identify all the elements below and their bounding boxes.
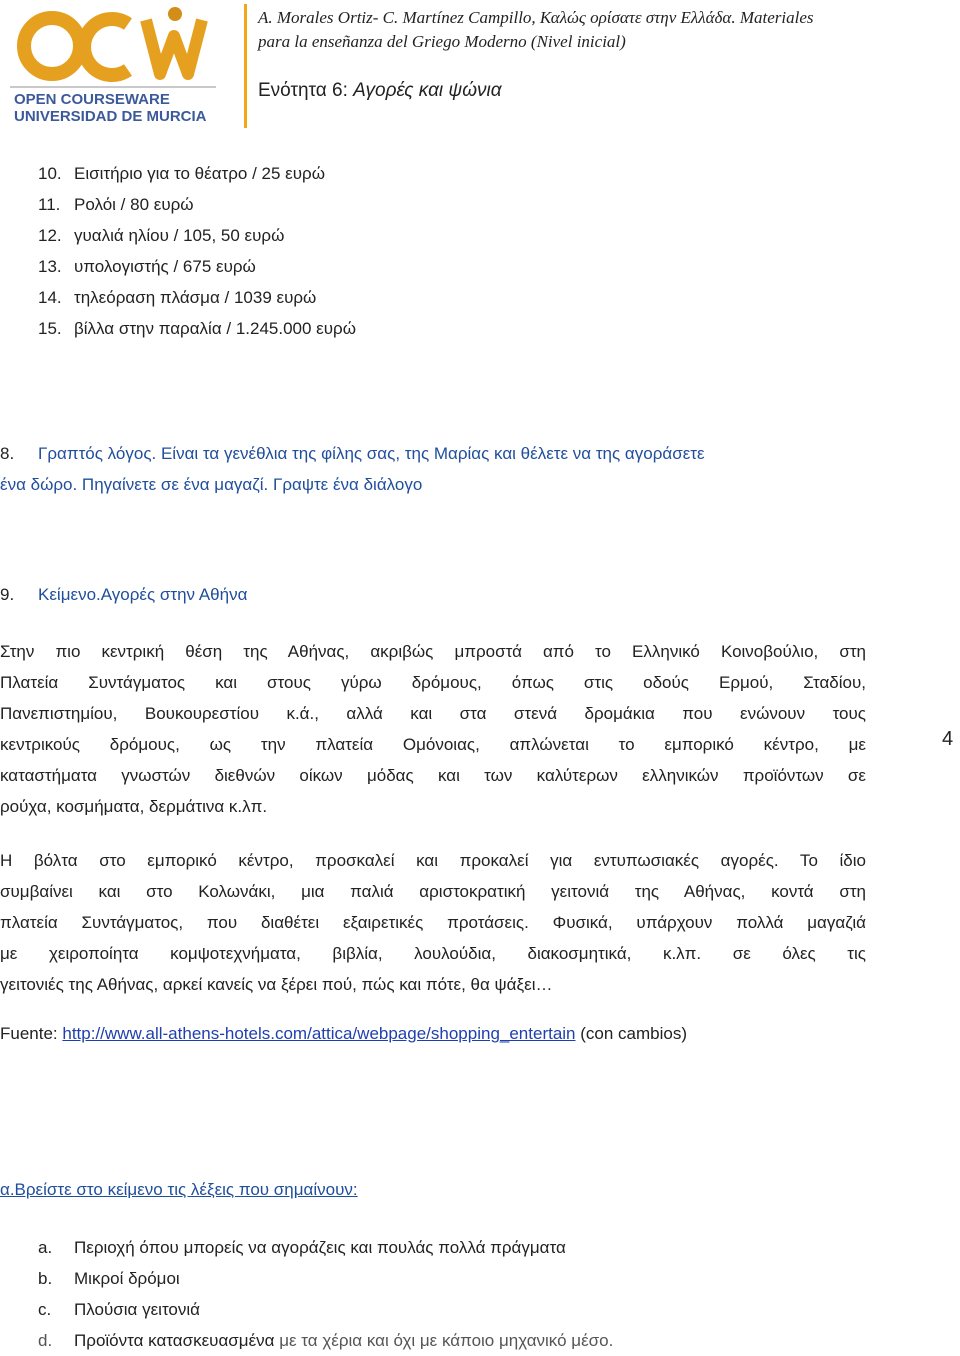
question-a-title: α.Βρείστε στο κείμενο τις λέξεις που σημαίνουν: [0,1180,358,1199]
source-suffix: (con cambios) [575,1024,687,1043]
source-prefix: Fuente: [0,1024,63,1043]
source-link[interactable]: http://www.all-athens-hotels.com/attica/webpage/shopping_entertain [62,1024,576,1043]
paragraph-line: με χειροποίητα κομψοτεχνήματα, βιβλία, λουλούδια, διακοσμητικά, κ.λπ. σε όλες τις [0,944,866,963]
list-item: 15. βίλλα στην παραλία / 1.245.000 ευρώ [38,319,356,338]
exercise-8 [0,438,705,500]
list-item: 11. Ρολόι / 80 ευρώ [38,195,194,214]
paragraph-line: Η βόλτα στο εμπορικό κέντρο, προσκαλεί και προκαλεί για εντυπωσιακές αγορές. Το ίδιο [0,851,866,870]
exercise-8-line1: Γραπτός λόγος. Είναι τα γενέθλια της φίλης σας, της Μαρίας και θέλετε να της αγοράσετε [38,444,705,463]
page-number: 4 [942,728,954,750]
exercise-9-title: Κείμενο.Αγορές στην Αθήνα [38,585,248,604]
exercise-9-number: 9. [0,585,15,604]
unit-heading [258,80,502,102]
citation-line-1: A. Morales Ortiz- C. Martínez Campillo, Καλώς ορίσατε στην Ελλάδα. Materiales [258,8,814,27]
paragraph-line: καταστήματα γνωστών διεθνών οίκων μόδας και των καλύτερων ελληνικών προϊόντων σε [0,766,866,785]
header-divider [244,4,247,128]
list-item: c. Πλούσια γειτονιά [38,1300,200,1319]
paragraph-line: πλατεία Συντάγματος, που διαθέτει εξαιρετικές προτάσεις. Φυσικά, υπάρχουν πολλά μαγαζιά [0,913,866,932]
exercise-9-heading [0,585,247,605]
citation-line-2: para la enseñanza del Griego Moderno (Nivel inicial) [258,32,626,51]
unit-prefix: Ενότητα 6: [258,80,354,101]
question-a-list [38,1232,613,1356]
unit-title: Αγορές και ψώνια [353,80,502,101]
price-list [38,158,356,344]
paragraph-2 [0,845,866,1000]
exercise-8-number: 8. [0,444,15,463]
list-item: b. Μικροί δρόμοι [38,1269,180,1288]
logo-line2: UNIVERSIDAD DE MURCIA [14,108,207,125]
paragraph-line: κεντρικούς δρόμους, ως την πλατεία Ομόνοιας, απλώνεται το εμπορικό κέντρο, με [0,735,866,754]
paragraph-1 [0,636,866,822]
list-item: 13. υπολογιστής / 675 ευρώ [38,257,256,276]
paragraph-line: Πλατεία Συντάγματος και στους γύρω δρόμους, όπως στις οδούς Ερμού, Σταδίου, [0,673,866,692]
list-item: d. Προϊόντα κατασκευασμένα με τα χέρια και όχι με κάποιο μηχανικό μέσο. [38,1331,614,1350]
list-item: 10. Εισιτήριο για το θέατρο / 25 ευρώ [38,164,325,183]
source-line [0,1024,687,1044]
logo-line1: OPEN COURSEWARE [14,91,170,108]
list-item: a. Περιοχή όπου μπορείς να αγοράζεις και πουλάς πολλά πράγματα [38,1238,566,1257]
paragraph-line: ρούχα, κοσμήματα, δερμάτινα κ.λπ. [0,797,268,816]
ocw-logo [0,0,240,128]
paragraph-line: γειτονιές της Αθήνας, αρκεί κανείς να ξέρει πού, πώς και πότε, θα ψάξει… [0,975,553,994]
list-item: 14. τηλεόραση πλάσμα / 1039 ευρώ [38,288,317,307]
paragraph-line: Στην πιο κεντρική θέση της Αθήνας, ακριβώς μπροστά από το Ελληνικό Κοινοβούλιο, στη [0,642,866,661]
exercise-8-line2: ένα δώρο. Πηγαίνετε σε ένα μαγαζί. Γραψτε ένα διάλογο [0,475,423,494]
paragraph-line: συμβαίνει και στο Κολωνάκι, μια παλιά αριστοκρατική γειτονιά της Αθήνας, κοντά στη [0,882,866,901]
paragraph-line: Πανεπιστημίου, Βουκουρεστίου κ.ά., αλλά και στα στενά δρομάκια που ενώνουν τους [0,704,866,723]
list-item: 12. γυαλιά ηλίου / 105, 50 ευρώ [38,226,285,245]
